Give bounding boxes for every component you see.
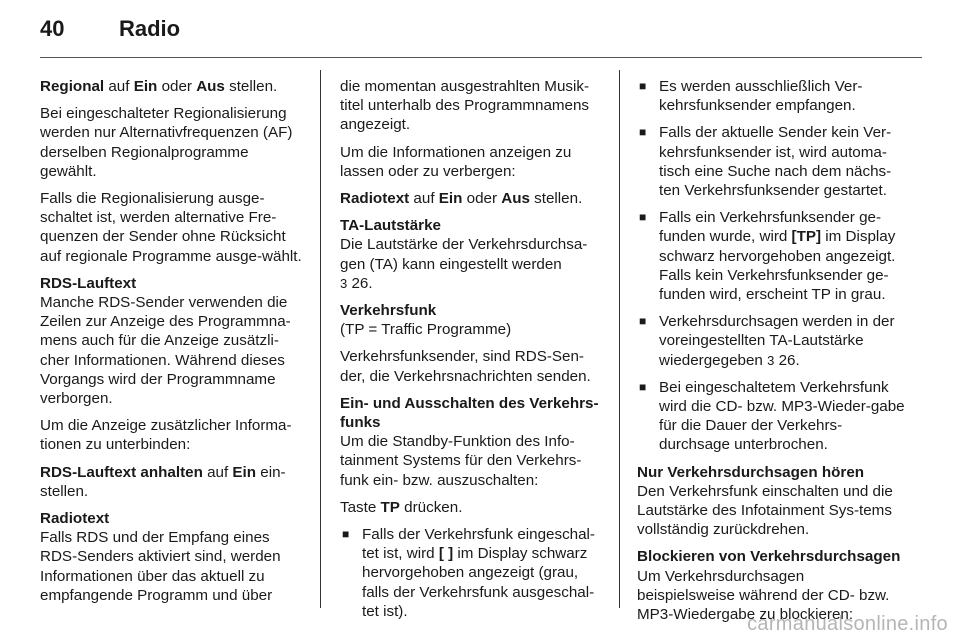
text: auf (409, 190, 439, 208)
header-rule (40, 57, 922, 58)
text: auf (104, 78, 134, 95)
bullet-icon: ■ (639, 379, 647, 394)
paragraph-taste (340, 498, 606, 517)
menu-term: Ein (133, 78, 158, 95)
paragraph-lauftext (40, 463, 306, 501)
column-divider-2 (619, 70, 620, 608)
paragraph: die momentan ausgestrahlten Musik-titel unterhalb des Programmnamens angezeigt. (340, 78, 590, 134)
display-term: [TP] (791, 228, 822, 246)
section-heading: Verkehrsfunk (340, 302, 437, 320)
section-heading: RDS-Lauftext (40, 274, 137, 292)
section-heading: Ein- und Ausschalten des Verkehrs-funks (340, 394, 599, 432)
paragraph-ta (340, 235, 606, 293)
list-item (637, 208, 905, 304)
text: im Display schwarz hervorgehoben angezeigt. Falls kein Verkehrsfunksender ge-funden wird, erscheint TP in grau. (659, 228, 896, 304)
paragraph: (TP = Traffic Programme) (340, 321, 512, 339)
section-heading: TA-Lautstärke (340, 217, 441, 235)
paragraph: Um die Standby-Funktion des Info-tainment Systems für den Verkehrs-funk ein- bzw. auszuschalten: (340, 433, 582, 489)
bullet-icon: ■ (639, 125, 647, 140)
column-1 (40, 77, 306, 613)
list-item (637, 77, 905, 115)
bullet-icon: ■ (639, 210, 647, 225)
page-header (40, 16, 180, 50)
text: Die Lautstärke der Verkehrsdurchsa-gen (TA) kann eingestellt werden (340, 236, 588, 273)
text: Falls ein Verkehrsfunksender ge-funden wurde, wird (659, 209, 882, 246)
text: oder (462, 190, 502, 208)
page-title: Radio (119, 16, 181, 41)
text: ein-stellen. (40, 463, 286, 500)
menu-term: RDS-Lauftext anhalten (40, 463, 203, 481)
paragraph: Falls RDS und der Empfang eines RDS-Senders aktiviert sind, werden Informationen über das aktuell zu empfangende Programm und über (40, 529, 281, 604)
column-2 (340, 77, 606, 629)
text: Es werden ausschließlich Ver-kehrsfunksender empfangen. (659, 78, 863, 115)
menu-term: Ein (438, 190, 463, 208)
text: im Display schwarz hervorgehoben angezeigt (grau, falls der Verkehrsfunk ausgeschal-tet ist). (362, 545, 595, 620)
section-heading: Blockieren von Verkehrsdurchsagen (637, 548, 901, 566)
page-reference[interactable]: 26. (351, 274, 373, 292)
menu-term: Regional (40, 78, 105, 95)
section-heading: Radiotext (40, 510, 110, 528)
text: auf (202, 463, 233, 481)
menu-term: Aus (196, 78, 225, 95)
text: Verkehrsdurchsagen werden in der voreingestellten TA-Lautstärke wiedergegeben (659, 313, 895, 369)
bullet-list (637, 77, 905, 455)
menu-term: Aus (501, 190, 530, 208)
page-number: 40 (40, 16, 65, 41)
paragraph-regional (40, 77, 306, 96)
paragraph: Falls die Regionalisierung ausge-schaltet ist, werden alternative Fre-quenzen der Sender ohne Rücksicht auf regionale Programme ausge-wählt. (40, 190, 302, 265)
text: stellen. (529, 190, 583, 208)
section-heading: Nur Verkehrsdurchsagen hören (637, 463, 865, 481)
watermark: carmanualsonline.info (747, 613, 948, 635)
list-item (340, 525, 606, 621)
paragraph: Um die Informationen anzeigen zu lassen oder zu verbergen: (340, 143, 572, 180)
menu-term: Ein (232, 463, 257, 481)
list-item (637, 312, 905, 370)
text: stellen. (224, 78, 278, 95)
menu-term: Radiotext (340, 190, 410, 208)
text: oder (157, 78, 197, 95)
button-term: TP (380, 498, 400, 516)
bullet-icon: ■ (639, 79, 647, 93)
paragraph: Bei eingeschalteter Regionalisierung werden nur Alternativfrequenzen (AF) derselben Regionalprogramme gewählt. (40, 105, 293, 180)
bullet-icon: ■ (639, 314, 647, 329)
list-item (637, 378, 905, 455)
list-item (637, 123, 905, 200)
page-reference[interactable]: 26. (778, 351, 800, 369)
text: Falls der aktuelle Sender kein Ver-kehrsfunksender ist, wird automa-tisch eine Suche nach dem nächs-ten Verkehrsfunksender gestartet. (659, 124, 892, 200)
display-term: [ ] (438, 545, 454, 563)
reference-arrow-icon: 3 (767, 352, 775, 368)
column-3 (637, 77, 905, 632)
bullet-list (340, 525, 606, 621)
paragraph: Um die Anzeige zusätzlicher Informa-tionen zu unterbinden: (40, 417, 292, 454)
paragraph: Um Verkehrsdurchsagen beispielsweise während der CD- bzw. MP3-Wiedergabe zu blockieren: (637, 567, 890, 624)
paragraph-radiotext (340, 189, 606, 208)
column-divider-1 (320, 70, 321, 608)
text: Taste (340, 498, 381, 516)
text: Falls der Verkehrsfunk eingeschal-tet ist, wird (362, 526, 595, 563)
text: Bei eingeschaltetem Verkehrsfunk wird die CD- bzw. MP3-Wieder-gabe für die Dauer der Verkehrs-durchsage unterbrochen. (659, 378, 905, 454)
text: drücken. (399, 498, 463, 516)
paragraph: Verkehrsfunksender, sind RDS-Sen-der, die Verkehrsnachrichten senden. (340, 348, 591, 385)
paragraph: Den Verkehrsfunk einschalten und die Lautstärke des Infotainment Sys-tems vollständig zurückdrehen. (637, 482, 893, 539)
reference-arrow-icon: 3 (340, 275, 348, 291)
bullet-icon: ■ (342, 527, 350, 542)
paragraph: Manche RDS-Sender verwenden die Zeilen zur Anzeige des Programmna-mens auch für die Anzeige zusätzli-cher Informationen. Während dieses Vorgangs wird der Programmname verborgen. (40, 294, 291, 408)
